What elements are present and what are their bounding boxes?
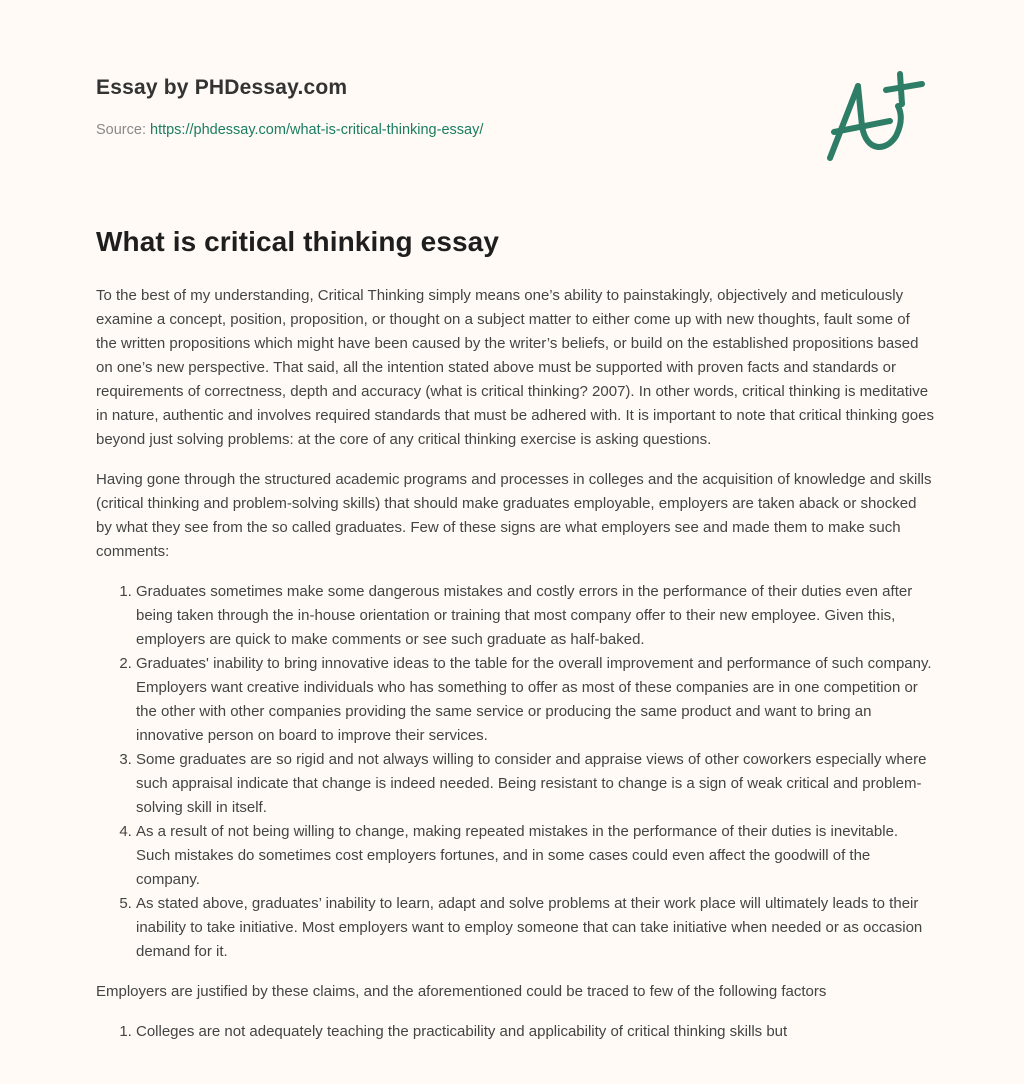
brand-title: Essay by PHDessay.com <box>96 76 348 99</box>
employer-observations-list <box>96 580 934 964</box>
paragraph: Employers are justified by these claims, and the aforementioned could be traced to few of the following factors <box>96 983 827 1000</box>
list-item: 1. Colleges are not adequately teaching the practicability and applicability of critical thinking skills but <box>136 1020 934 1044</box>
list-item: 5. As stated above, graduates’ inability to learn, adapt and solve problems at their work place will ultimately leads to their inability to take initiative. Most employers want to employ someone that can take initiative when needed or as occasion demand for it. <box>136 892 934 964</box>
list-item: 2. Graduates' inability to bring innovative ideas to the table for the overall improvement and performance of such company. Employers want creative individuals who has something to offer as most of these companies are in one competition or the other with other companies providing the same service or producing the same product and want to bring an innovative person on board to improve their services. <box>136 652 934 748</box>
list-item: 4. As a result of not being willing to change, making repeated mistakes in the performance of their duties is inevitable. Such mistakes do sometimes cost employers fortunes, and in some cases could even affect the goodwill of the company. <box>136 820 934 892</box>
a-plus-grade-icon <box>822 66 932 166</box>
source-label: Source: <box>96 122 150 138</box>
paragraph: Having gone through the structured academic programs and processes in colleges and the acquisition of knowledge and skills (critical thinking and problem-solving skills) that should make graduates employable, employers are taken aback or shocked by what they see from the so called graduates. Few of these signs are what employers see and made them to make such comments: <box>96 471 932 560</box>
list-item: 1. Graduates sometimes make some dangerous mistakes and costly errors in the performance of their duties even after being taken through the in-house orientation or training that most company offer to their new employee. Given this, employers are quick to make comments or see such graduate as half-baked. <box>136 580 934 652</box>
essay-body <box>96 284 934 1060</box>
site-header <box>96 76 796 138</box>
source-link[interactable]: https://phdessay.com/what-is-critical-thinking-essay/ <box>150 122 484 138</box>
factors-list <box>96 1020 934 1044</box>
paragraph: To the best of my understanding, Critical Thinking simply means one’s ability to painstakingly, objectively and meticulously examine a concept, position, proposition, or thought on a subject matter to either come up with new thoughts, fault some of the written propositions which might have been caused by the writer’s beliefs, or build on the established propositions based on one’s new perspective. That said, all the intention stated above must be supported with proven facts and standards or requirements of correctness, depth and accuracy (what is critical thinking? 2007). In other words, critical thinking is meditative in nature, authentic and involves required standards that must be adhered with. It is important to note that critical thinking goes beyond just solving problems: at the core of any critical thinking exercise is asking questions. <box>96 287 934 448</box>
essay-title: What is critical thinking essay <box>96 226 500 257</box>
list-item: 3. Some graduates are so rigid and not always willing to consider and appraise views of other coworkers especially where such appraisal indicate that change is indeed needed. Being resistant to change is a sign of weak critical and problem-solving skill in itself. <box>136 748 934 820</box>
source-line <box>96 122 796 138</box>
